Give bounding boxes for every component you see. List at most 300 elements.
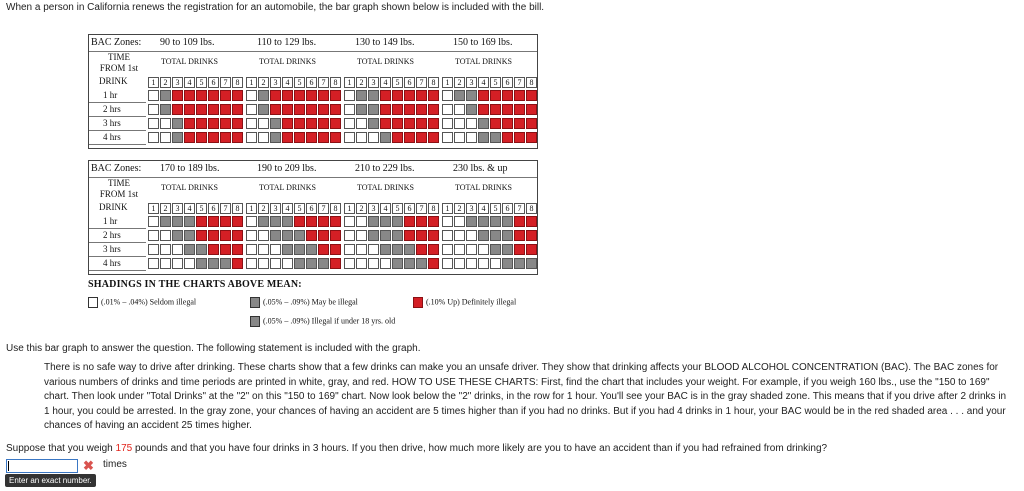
bac-cell-gray xyxy=(526,258,537,269)
bac-cell-red xyxy=(526,216,537,227)
drink-number-cell: 7 xyxy=(416,77,427,88)
bac-cell-white xyxy=(270,258,281,269)
bac-cell-gray xyxy=(160,216,171,227)
bac-cell-red xyxy=(196,118,207,129)
bac-cell-gray xyxy=(172,230,183,241)
weight-zone-label: 170 to 189 lbs. xyxy=(160,163,220,174)
bac-cell-white xyxy=(160,132,171,143)
bac-cell-gray xyxy=(282,244,293,255)
bac-cell-red xyxy=(196,90,207,101)
bac-cell-white xyxy=(246,104,257,115)
bac-cell-gray xyxy=(270,118,281,129)
bac-cell-white xyxy=(466,118,477,129)
bac-cell-gray xyxy=(502,230,513,241)
total-drinks-label: TOTAL DRINKS xyxy=(357,57,414,66)
bac-cell-red xyxy=(318,216,329,227)
bac-cell-red xyxy=(294,118,305,129)
bac-cell-red xyxy=(232,230,243,241)
bac-cell-white xyxy=(454,244,465,255)
drink-number-cell: 2 xyxy=(160,77,171,88)
bac-cell-white xyxy=(246,132,257,143)
bac-cell-red xyxy=(428,118,439,129)
bac-cell-gray xyxy=(466,104,477,115)
time-row-label: 3 hrs xyxy=(103,118,121,128)
bac-cell-white xyxy=(454,104,465,115)
bac-cell-gray xyxy=(368,216,379,227)
bac-cell-red xyxy=(196,230,207,241)
bac-cell-red xyxy=(330,258,341,269)
bac-cell-gray xyxy=(502,244,513,255)
drink-number-cell: 4 xyxy=(282,203,293,214)
bac-cell-red xyxy=(220,216,231,227)
total-drinks-label: TOTAL DRINKS xyxy=(357,183,414,192)
total-drinks-label: TOTAL DRINKS xyxy=(259,57,316,66)
bac-cell-white xyxy=(258,244,269,255)
bac-cell-red xyxy=(184,132,195,143)
bac-cell-red xyxy=(270,90,281,101)
bac-cell-white xyxy=(454,258,465,269)
bac-cell-red xyxy=(294,132,305,143)
bac-cell-gray xyxy=(404,258,415,269)
drink-number-cell: 3 xyxy=(466,203,477,214)
drink-number-cell: 4 xyxy=(282,77,293,88)
bac-cell-red xyxy=(526,230,537,241)
bac-cell-red xyxy=(184,104,195,115)
bac-cell-white xyxy=(466,244,477,255)
drink-number-cell: 6 xyxy=(502,77,513,88)
bac-cell-gray xyxy=(184,244,195,255)
bac-cell-red xyxy=(526,104,537,115)
bac-cell-gray xyxy=(466,90,477,101)
bac-cell-white xyxy=(356,244,367,255)
drink-number-cell: 5 xyxy=(392,203,403,214)
bac-cell-red xyxy=(416,118,427,129)
time-row-label: 4 hrs xyxy=(103,258,121,268)
bac-cell-red xyxy=(428,230,439,241)
row-divider xyxy=(89,144,146,145)
bac-cell-red xyxy=(428,104,439,115)
bac-cell-red xyxy=(282,90,293,101)
bac-cell-white xyxy=(160,118,171,129)
bac-cell-red xyxy=(514,104,525,115)
bac-cell-red xyxy=(318,104,329,115)
total-drinks-label: TOTAL DRINKS xyxy=(259,183,316,192)
header-divider xyxy=(89,177,537,178)
bac-cell-white xyxy=(368,132,379,143)
drink-number-cell: 2 xyxy=(454,77,465,88)
bac-cell-red xyxy=(330,90,341,101)
bac-cell-white xyxy=(478,258,489,269)
shadings-title: SHADINGS IN THE CHARTS ABOVE MEAN: xyxy=(88,279,302,290)
bac-cell-gray xyxy=(196,244,207,255)
drink-number-cell: 7 xyxy=(514,77,525,88)
bac-cell-gray xyxy=(220,258,231,269)
bac-cell-white xyxy=(258,132,269,143)
bac-cell-gray xyxy=(454,90,465,101)
drink-number-cell: 1 xyxy=(442,77,453,88)
bac-cell-white xyxy=(172,244,183,255)
drink-number-cell: 1 xyxy=(246,203,257,214)
bac-cell-white xyxy=(344,104,355,115)
bac-cell-gray xyxy=(380,244,391,255)
bac-cell-gray xyxy=(172,216,183,227)
drink-number-cell: 1 xyxy=(148,203,159,214)
bac-cell-white xyxy=(454,230,465,241)
bac-cell-white xyxy=(442,216,453,227)
bac-cell-red xyxy=(270,104,281,115)
bac-cell-gray xyxy=(478,118,489,129)
bac-cell-red xyxy=(478,104,489,115)
drink-number-cell: 8 xyxy=(330,77,341,88)
bac-cell-red xyxy=(232,244,243,255)
bac-cell-red xyxy=(416,132,427,143)
bac-cell-red xyxy=(330,244,341,255)
bac-cell-white xyxy=(344,90,355,101)
time-row-label: 4 hrs xyxy=(103,132,121,142)
total-drinks-label: TOTAL DRINKS xyxy=(455,57,512,66)
bac-cell-white xyxy=(442,258,453,269)
bac-cell-red xyxy=(478,90,489,101)
drink-number-cell: 3 xyxy=(172,77,183,88)
bac-cell-gray xyxy=(306,258,317,269)
times-label: times xyxy=(103,459,127,470)
bac-cell-gray xyxy=(270,230,281,241)
time-row-label: 2 hrs xyxy=(103,104,121,114)
bac-cell-red xyxy=(404,230,415,241)
bac-cell-red xyxy=(282,132,293,143)
bac-cell-white xyxy=(368,244,379,255)
bac-cell-white xyxy=(184,258,195,269)
intro-text: When a person in California renews the registration for an automobile, the bar graph shown below is included with the bill. xyxy=(6,2,545,13)
bac-cell-white xyxy=(356,118,367,129)
bac-cell-white xyxy=(380,258,391,269)
bac-cell-gray xyxy=(514,258,525,269)
bac-chart-top xyxy=(88,34,538,149)
bac-cell-red xyxy=(514,216,525,227)
drink-number-cell: 8 xyxy=(526,77,537,88)
bac-cell-red xyxy=(416,90,427,101)
bac-cell-red xyxy=(208,230,219,241)
drink-number-cell: 5 xyxy=(490,203,501,214)
bac-cell-red xyxy=(232,258,243,269)
bac-cell-red xyxy=(294,216,305,227)
bac-cell-red xyxy=(514,244,525,255)
bac-cell-white xyxy=(442,230,453,241)
bac-cell-red xyxy=(330,104,341,115)
bac-cell-gray xyxy=(392,230,403,241)
drink-number-cell: 7 xyxy=(318,77,329,88)
drink-number-cell: 1 xyxy=(344,203,355,214)
drink-number-cell: 6 xyxy=(404,77,415,88)
bac-cell-white xyxy=(478,244,489,255)
bac-cell-gray xyxy=(258,104,269,115)
bac-cell-white xyxy=(356,216,367,227)
drink-number-cell: 8 xyxy=(330,203,341,214)
bac-cell-red xyxy=(220,244,231,255)
bac-cell-red xyxy=(428,258,439,269)
time-row-label: 3 hrs xyxy=(103,244,121,254)
bac-cell-gray xyxy=(368,104,379,115)
row-divider xyxy=(89,116,146,117)
bac-cell-red xyxy=(416,216,427,227)
bac-cell-white xyxy=(442,244,453,255)
bac-cell-red xyxy=(330,230,341,241)
bac-cell-gray xyxy=(270,216,281,227)
bac-cell-gray xyxy=(380,230,391,241)
drink-number-cell: 2 xyxy=(258,203,269,214)
bac-cell-gray xyxy=(258,90,269,101)
bac-cell-red xyxy=(392,118,403,129)
bac-cell-white xyxy=(246,118,257,129)
bac-cell-gray xyxy=(368,118,379,129)
drink-number-cell: 2 xyxy=(160,203,171,214)
drink-number-cell: 5 xyxy=(490,77,501,88)
drink-number-cell: 2 xyxy=(356,77,367,88)
bac-cell-white xyxy=(148,132,159,143)
bac-cell-red xyxy=(318,244,329,255)
bac-cell-gray xyxy=(490,132,501,143)
weight-zone-label: 230 lbs. & up xyxy=(453,163,508,174)
drink-number-cell: 4 xyxy=(380,77,391,88)
bac-cell-gray xyxy=(294,230,305,241)
bac-cell-red xyxy=(208,104,219,115)
weight-zone-label: 110 to 129 lbs. xyxy=(257,37,317,48)
bac-cell-red xyxy=(318,118,329,129)
bac-cell-gray xyxy=(490,230,501,241)
bac-cell-red xyxy=(220,132,231,143)
bac-cell-red xyxy=(318,90,329,101)
bac-cell-red xyxy=(392,104,403,115)
drink-number-cell: 8 xyxy=(526,203,537,214)
bac-cell-white xyxy=(246,90,257,101)
bac-cell-red xyxy=(502,104,513,115)
bac-cell-gray xyxy=(502,258,513,269)
drink-number-cell: 7 xyxy=(514,203,525,214)
drink-number-cell: 6 xyxy=(306,203,317,214)
bac-cell-white xyxy=(270,244,281,255)
bac-cell-red xyxy=(428,132,439,143)
bac-cell-red xyxy=(172,90,183,101)
bac-cell-red xyxy=(220,118,231,129)
bac-cell-gray xyxy=(294,258,305,269)
bac-cell-gray xyxy=(356,104,367,115)
bac-cell-red xyxy=(208,132,219,143)
statement-text: There is no safe way to drive after drinking. These charts show that a few drinks can make you an unsafe driver. They show that drinking affects your BLOOD ALCOHOL CONCENTRATION (BAC). The BAC zones for various numbers of drinks and time periods are printed in white, gray, and red. HOW TO USE THESE CHARTS: First, find the chart that includes your weight. For example, if you weigh 160 lbs., use the "150 to 169" chart. Then look under "Total Drinks" at the "2" on this "150 to 169" chart. Now look below the "2" drinks, in the row for 1 hour. You'll see your BAC is in the gray shaded zone. This means that if you drive after 2 drinks in 1 hour, you could be arrested. In the gray zone, your chances of having an accident are 5 times higher than if you had no drinks. But if you had 4 drinks in 1 hour, your BAC would be in the red shaded area . . . and your chances of having an accident 25 times higher. xyxy=(44,362,1007,432)
bac-cell-gray xyxy=(282,216,293,227)
bac-cell-red xyxy=(404,90,415,101)
bac-cell-white xyxy=(344,118,355,129)
bac-cell-white xyxy=(148,258,159,269)
drink-number-cell: 8 xyxy=(428,77,439,88)
bac-cell-gray xyxy=(318,258,329,269)
bac-cell-red xyxy=(184,118,195,129)
bac-cell-white xyxy=(454,132,465,143)
drink-number-cell: 4 xyxy=(184,77,195,88)
bac-chart-bottom xyxy=(88,160,538,275)
bac-cell-gray xyxy=(466,216,477,227)
drink-number-cell: 5 xyxy=(392,77,403,88)
bac-cell-red xyxy=(526,244,537,255)
bac-cell-gray xyxy=(160,90,171,101)
bac-cell-gray xyxy=(172,118,183,129)
bac-cell-white xyxy=(442,90,453,101)
bac-cell-white xyxy=(148,230,159,241)
bac-cell-white xyxy=(356,258,367,269)
bac-cell-red xyxy=(196,104,207,115)
row-divider xyxy=(89,242,146,243)
drink-number-cell: 1 xyxy=(148,77,159,88)
bac-cell-red xyxy=(294,104,305,115)
bac-cell-white xyxy=(344,230,355,241)
bac-cell-white xyxy=(148,216,159,227)
bac-cell-gray xyxy=(258,216,269,227)
bac-cell-red xyxy=(306,132,317,143)
bac-cell-gray xyxy=(368,230,379,241)
bac-cell-red xyxy=(208,118,219,129)
bac-cell-red xyxy=(428,216,439,227)
legend-red: (.10% Up) Definitely illegal xyxy=(413,297,516,308)
row-divider xyxy=(89,130,146,131)
bac-cell-red xyxy=(306,230,317,241)
drink-number-cell: 4 xyxy=(478,77,489,88)
bac-cell-gray xyxy=(282,230,293,241)
bac-cell-white xyxy=(258,230,269,241)
bac-cell-white xyxy=(442,118,453,129)
bac-cell-red xyxy=(502,132,513,143)
bac-cell-white xyxy=(258,118,269,129)
bac-cell-red xyxy=(416,244,427,255)
drink-number-cell: 1 xyxy=(344,77,355,88)
bac-cell-white xyxy=(246,244,257,255)
bac-cell-red xyxy=(232,132,243,143)
row-divider xyxy=(89,228,146,229)
weight-zone-label: 130 to 149 lbs. xyxy=(355,37,415,48)
bac-cell-white xyxy=(246,258,257,269)
bac-cell-gray xyxy=(208,258,219,269)
bac-cell-gray xyxy=(196,258,207,269)
bac-cell-white xyxy=(344,258,355,269)
question-text: Suppose that you weigh 175 pounds and that you have four drinks in 3 hours. If you then drive, how much more likely are you to have an accident than if you had refrained from drinking? xyxy=(6,443,828,454)
drink-number-cell: 7 xyxy=(416,203,427,214)
bac-cell-white xyxy=(466,230,477,241)
drink-number-cell: 5 xyxy=(294,203,305,214)
bac-cell-white xyxy=(344,132,355,143)
bac-cell-red xyxy=(526,132,537,143)
bac-cell-red xyxy=(392,90,403,101)
weight-zone-label: 90 to 109 lbs. xyxy=(160,37,215,48)
bac-cell-white xyxy=(148,104,159,115)
bac-cell-red xyxy=(514,90,525,101)
bac-cell-red xyxy=(232,216,243,227)
legend-gray-under18: (.05% – .09%) Illegal if under 18 yrs. old xyxy=(250,316,395,327)
bac-cell-gray xyxy=(184,216,195,227)
row-divider xyxy=(89,270,146,271)
bac-cell-gray xyxy=(392,258,403,269)
bac-cell-white xyxy=(454,216,465,227)
bac-cell-gray xyxy=(416,258,427,269)
bac-cell-red xyxy=(514,132,525,143)
bac-cell-gray xyxy=(502,216,513,227)
bac-cell-red xyxy=(392,132,403,143)
bac-cell-red xyxy=(404,104,415,115)
bac-cell-red xyxy=(514,118,525,129)
time-from-first-label: TIME FROM 1st xyxy=(99,52,139,73)
drink-number-cell: 6 xyxy=(502,203,513,214)
bac-cell-red xyxy=(306,118,317,129)
bac-zones-label: BAC Zones: xyxy=(91,163,142,174)
bac-cell-red xyxy=(404,132,415,143)
bac-cell-gray xyxy=(478,132,489,143)
bac-cell-white xyxy=(466,132,477,143)
row-divider xyxy=(89,256,146,257)
bac-cell-gray xyxy=(356,90,367,101)
drink-number-cell: 7 xyxy=(220,203,231,214)
total-drinks-label: TOTAL DRINKS xyxy=(161,57,218,66)
bac-cell-red xyxy=(306,216,317,227)
time-from-first-label: TIME FROM 1st xyxy=(99,178,139,199)
bac-cell-red xyxy=(232,104,243,115)
bac-zones-label: BAC Zones: xyxy=(91,37,142,48)
drink-number-cell: 8 xyxy=(232,77,243,88)
drink-number-cell: 7 xyxy=(318,203,329,214)
bac-cell-gray xyxy=(270,132,281,143)
legend-white: (.01% – .04%) Seldom illegal xyxy=(88,297,196,308)
bac-cell-red xyxy=(404,216,415,227)
drink-number-cell: 5 xyxy=(196,203,207,214)
bac-cell-red xyxy=(502,90,513,101)
incorrect-x-icon: ✖ xyxy=(83,458,94,473)
bac-cell-red xyxy=(318,230,329,241)
bac-cell-white xyxy=(246,216,257,227)
weight-value: 175 xyxy=(115,443,133,454)
drink-number-cell: 4 xyxy=(478,203,489,214)
drink-number-cell: 6 xyxy=(208,77,219,88)
bac-cell-gray xyxy=(404,244,415,255)
total-drinks-label: TOTAL DRINKS xyxy=(161,183,218,192)
bac-cell-gray xyxy=(478,216,489,227)
bac-cell-gray xyxy=(368,90,379,101)
drink-number-cell: 6 xyxy=(404,203,415,214)
bac-cell-red xyxy=(526,118,537,129)
weight-zone-label: 190 to 209 lbs. xyxy=(257,163,317,174)
time-row-label: 2 hrs xyxy=(103,230,121,240)
answer-tooltip: Enter an exact number. xyxy=(5,474,96,487)
bac-cell-gray xyxy=(392,244,403,255)
bac-cell-red xyxy=(282,104,293,115)
drink-number-cell: 4 xyxy=(184,203,195,214)
bac-cell-red xyxy=(196,132,207,143)
bac-cell-red xyxy=(282,118,293,129)
bac-cell-red xyxy=(428,244,439,255)
bac-cell-white xyxy=(466,258,477,269)
legend-gray-may: (.05% – .09%) May be illegal xyxy=(250,297,358,308)
drink-number-cell: 3 xyxy=(368,77,379,88)
bac-cell-white xyxy=(160,230,171,241)
bac-cell-red xyxy=(232,118,243,129)
bac-cell-red xyxy=(404,118,415,129)
weight-zone-label: 150 to 169 lbs. xyxy=(453,37,513,48)
bac-cell-white xyxy=(282,258,293,269)
bac-cell-red xyxy=(208,90,219,101)
answer-input[interactable] xyxy=(6,459,78,473)
bac-cell-red xyxy=(208,216,219,227)
drink-number-cell: 1 xyxy=(246,77,257,88)
bac-cell-red xyxy=(232,90,243,101)
drink-number-cell: 2 xyxy=(356,203,367,214)
drink-number-cell: 6 xyxy=(208,203,219,214)
bac-cell-white xyxy=(160,244,171,255)
bac-cell-white xyxy=(172,258,183,269)
